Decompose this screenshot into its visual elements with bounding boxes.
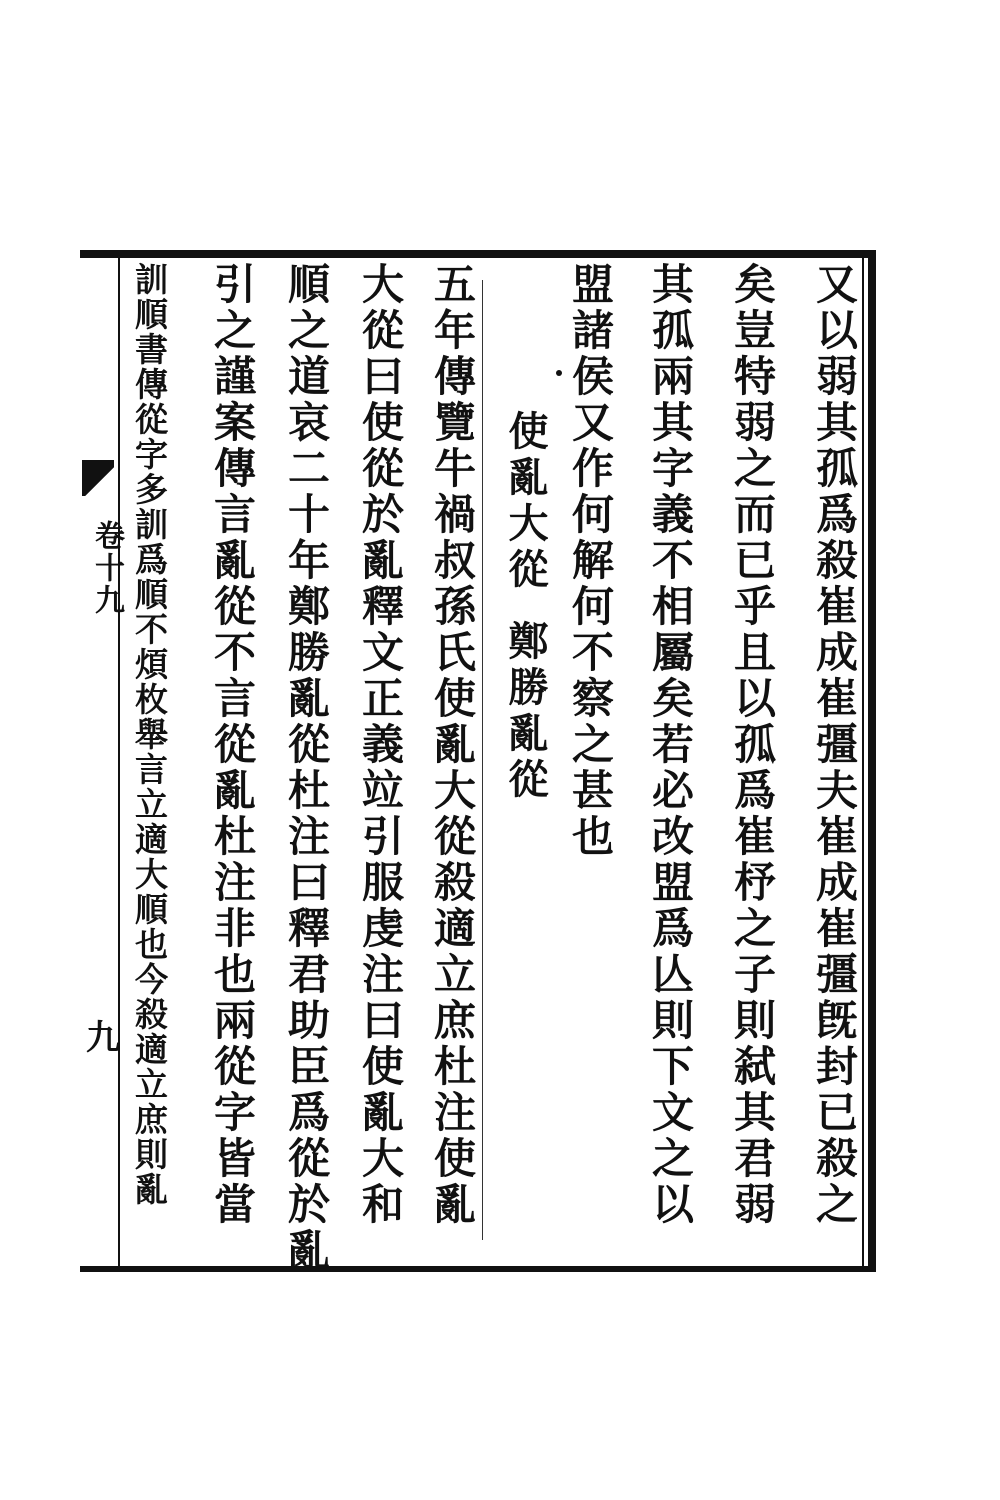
fold-volume-label: 卷十九 (89, 520, 124, 616)
frame-inner-rule (862, 258, 864, 1268)
text-column-left-1: 五年傳覽牛禍叔孫氏使亂大從殺適立庶杜注使亂 (428, 262, 477, 1228)
text-column-left-2: 大從曰使從於亂釋文正義竝引服虔注曰使亂大和 (356, 262, 405, 1228)
text-column-right-2: 矣豈特弱之而已乎且以孤爲崔杼之子則弑其君弱 (728, 262, 777, 1228)
fold-line (118, 258, 120, 1268)
heading-title: 使亂大從 (502, 410, 549, 594)
text-column-left-3: 順之道哀二十年鄭勝亂從杜注曰釋君助臣爲從於亂 (282, 262, 331, 1274)
text-column-right-1: 又以弱其孤爲殺崔成崔彊夫崔成崔彊旣封已殺之 (810, 262, 859, 1228)
text-column-left-5: 訓順書傳從字多訓爲順不煩枚舉言立適大順也今殺適立庶則亂 (130, 262, 169, 1207)
fold-page-number: 九 (86, 1018, 120, 1058)
section-divider (482, 280, 483, 1240)
text-column-right-4: 盟諸侯又作何解何不察之甚也 (566, 262, 615, 860)
text-column-left-4: 引之謹案傳言亂從不言從亂杜注非也兩從字皆當 (208, 262, 257, 1228)
text-column-right-3: 其孤兩其字義不相屬矣若必改盟爲亾則下文之以 (646, 262, 695, 1228)
heading-source: 鄭勝亂從 (502, 620, 549, 804)
circle-mark (556, 370, 562, 376)
